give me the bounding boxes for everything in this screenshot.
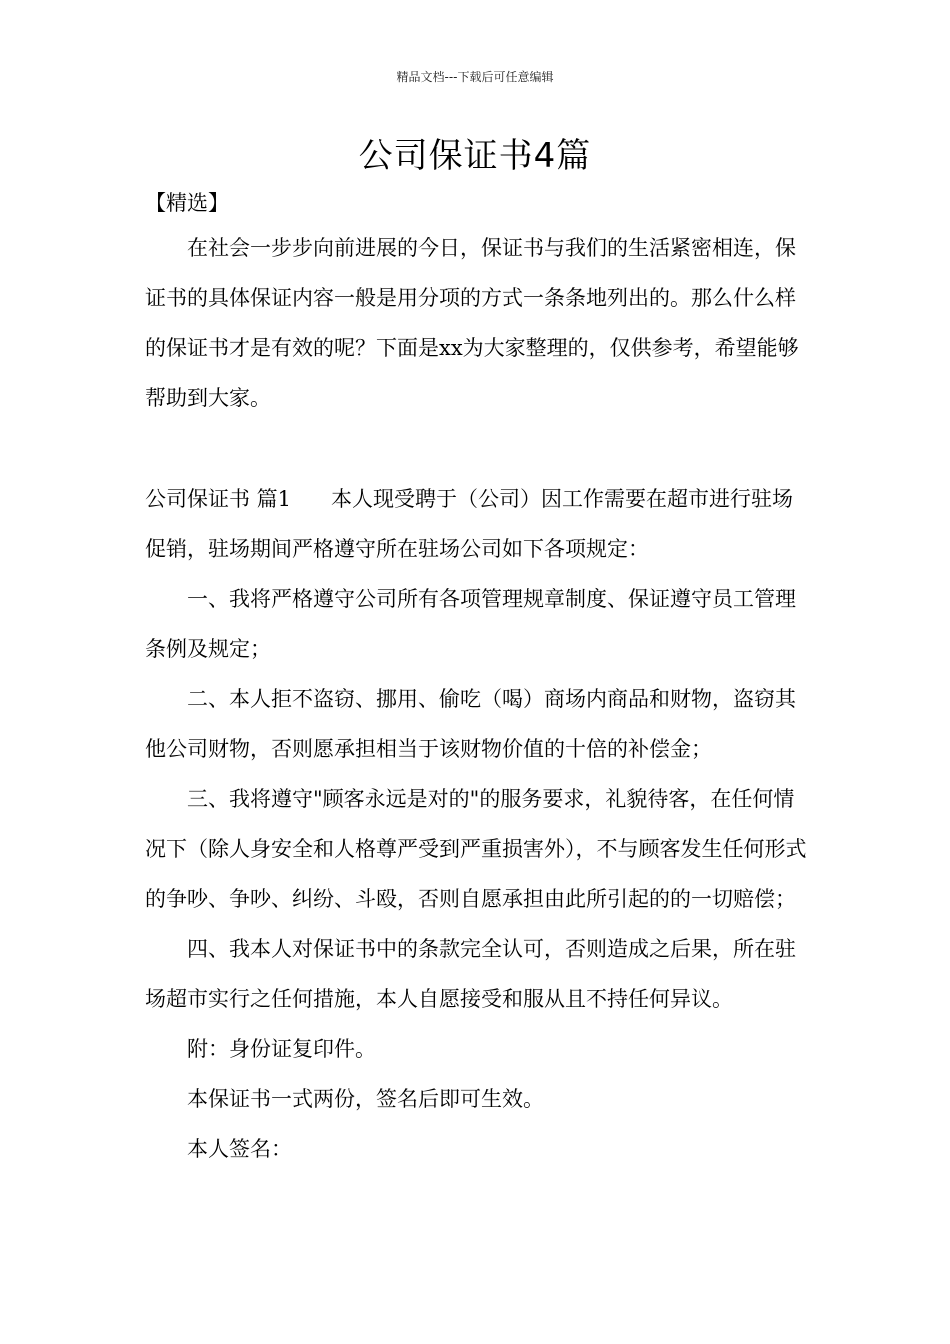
signature-line: 本人签名： xyxy=(187,1137,292,1161)
section-1-heading: 公司保证书 篇1 xyxy=(145,487,292,511)
section-1-item-2: 二、本人拒不盗窃、挪用、偷吃（喝）商场内商品和财物，盗窃其他公司财物，否则愿承担相当于该财物价值的十倍的补偿金； xyxy=(145,687,796,761)
effect-line: 本保证书一式两份，签名后即可生效。 xyxy=(187,1087,544,1111)
section-1-first-paragraph xyxy=(145,474,810,574)
section-1 xyxy=(145,474,810,1174)
section-1-item-1: 一、我将严格遵守公司所有各项管理规章制度、保证遵守员工管理条例及规定； xyxy=(145,587,796,661)
header-note: 精品文档---下载后可任意编辑 xyxy=(396,70,554,84)
page-title: 公司保证书4篇 xyxy=(358,136,592,176)
intro-paragraph: 在社会一步步向前进展的今日，保证书与我们的生活紧密相连，保证书的具体保证内容一般是用分项的方式一条条地列出的。那么什么样的保证书才是有效的呢？下面是xx为大家整理的，仅供参考，希望能够帮助到大家。 xyxy=(145,236,799,410)
tag-label: 【精选】 xyxy=(145,191,229,215)
section-1-item-3: 三、我将遵守"顾客永远是对的"的服务要求，礼貌待客，在任何情况下（除人身安全和人格尊严受到严重损害外），不与顾客发生任何形式的争吵、争吵、纠纷、斗殴，否则自愿承担由此所引起的的一切赔偿； xyxy=(145,787,807,911)
section-1-lead: 本人现受聘于（公司）因工作需要在超市进行驻场促销，驻场期间严格遵守所在驻场公司如下各项规定： xyxy=(145,487,794,561)
attachment-line: 附：身份证复印件。 xyxy=(187,1037,376,1061)
section-1-item-4: 四、我本人对保证书中的条款完全认可，否则造成之后果，所在驻场超市实行之任何措施，本人自愿接受和服从且不持任何异议。 xyxy=(145,937,796,1011)
